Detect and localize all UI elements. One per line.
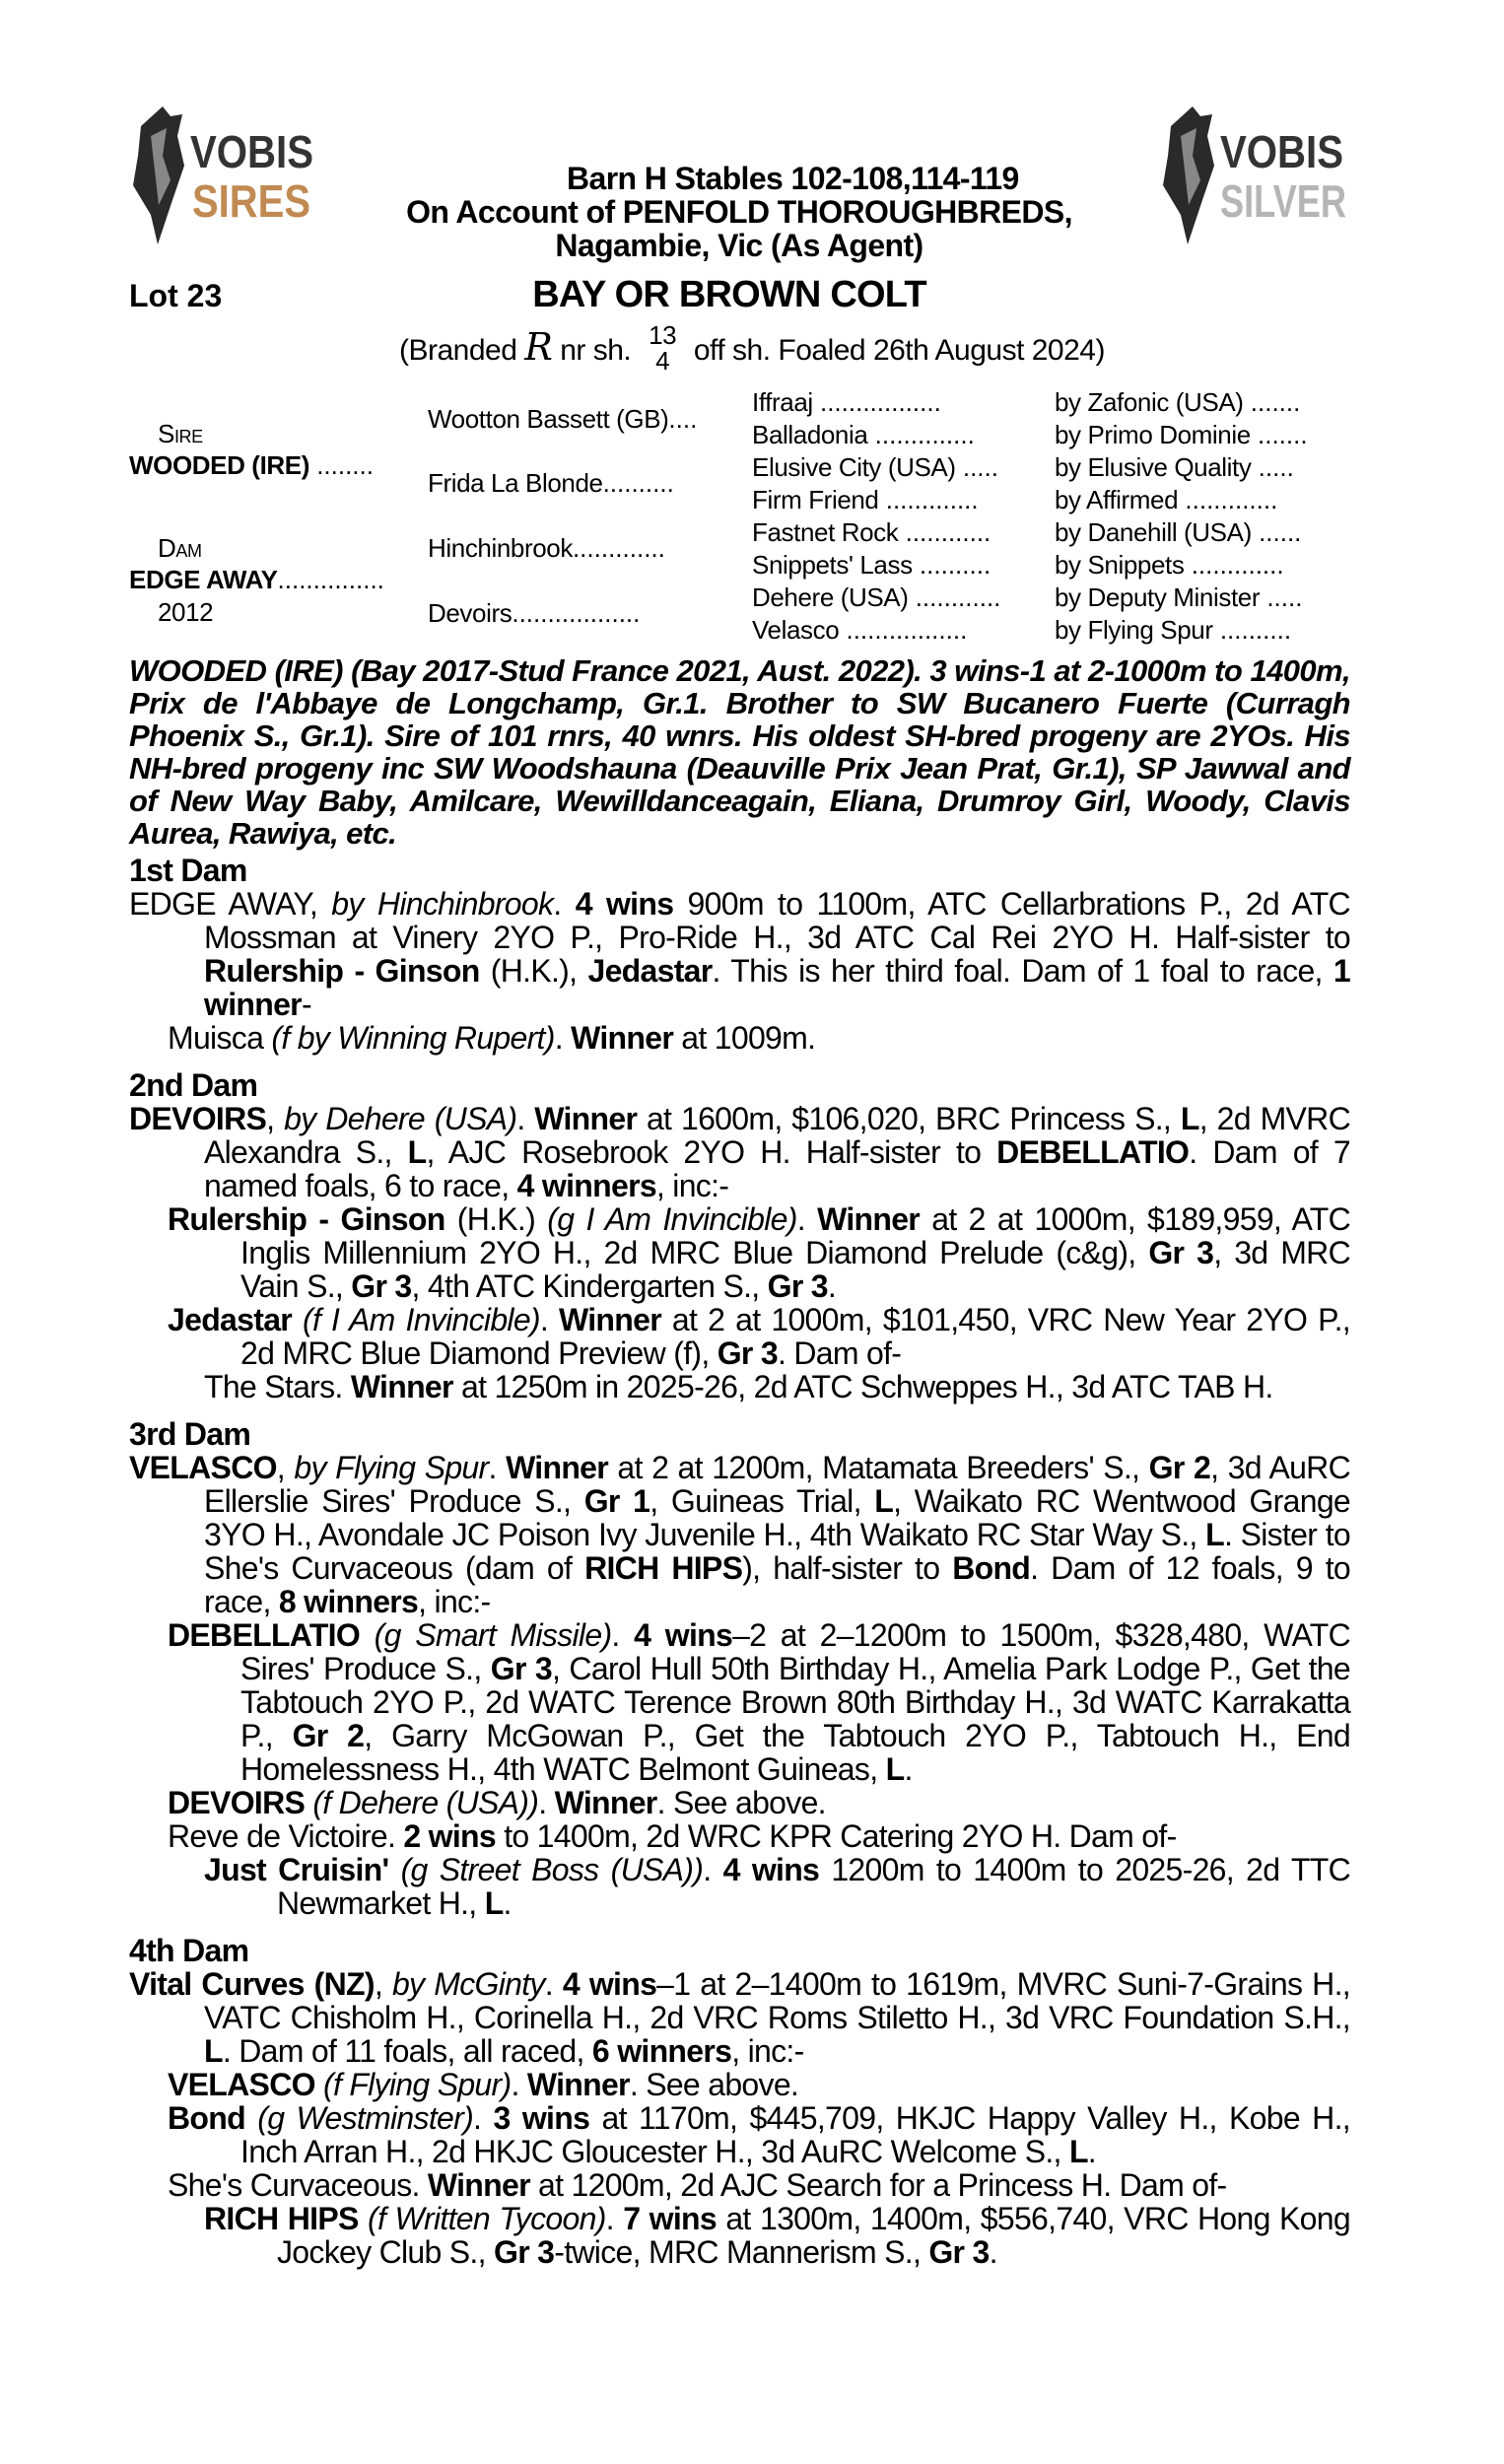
pedigree-gen2: Hinchinbrook............. <box>428 533 665 563</box>
sire-name: WOODED (IRE) ........ <box>129 450 374 480</box>
text-segment: The Stars. <box>204 1369 351 1404</box>
text-segment: . <box>611 1617 635 1653</box>
text-segment: . <box>539 1302 560 1337</box>
text-segment: VELASCO <box>129 1450 277 1485</box>
text-segment: Winner <box>506 1450 609 1485</box>
svg-text:VOBIS: VOBIS <box>190 126 313 177</box>
text-segment: L <box>1180 1101 1199 1136</box>
lot-number: Lot 23 <box>129 278 223 313</box>
pedigree-gen4: by Flying Spur .......... <box>1055 615 1292 645</box>
text-segment: 4 wins <box>575 886 674 922</box>
text-segment: . <box>516 1101 535 1136</box>
text-segment: to 1400m, 2d WRC KPR Catering 2YO H. Dam of- <box>496 1818 1177 1854</box>
pedigree-gen2: Devoirs.................. <box>428 598 641 628</box>
fraction-top: 13 <box>649 320 677 351</box>
text-segment: Gr 3 <box>928 2234 990 2270</box>
text-segment: –2 at 2–1200m to 1500m, $328,480, WATC Sires' Produce S., <box>240 1617 1350 1686</box>
text-segment: . <box>605 2201 624 2236</box>
text-segment: L <box>885 1751 905 1787</box>
brand-line <box>0 320 1504 377</box>
text-segment <box>360 1617 375 1653</box>
svg-text:SILVER: SILVER <box>1220 175 1346 227</box>
family-entry <box>129 1786 1350 1819</box>
text-segment: , 3d AuRC Ellerslie Sires' Produce S., <box>204 1450 1350 1519</box>
text-segment: , inc:- <box>418 1584 491 1619</box>
text-segment: (f Written Tycoon) <box>368 2201 606 2236</box>
text-segment: . <box>544 1966 563 2002</box>
text-segment: . <box>473 2100 494 2136</box>
text-segment: 4 wins <box>722 1852 820 1887</box>
brand-mid: nr sh. <box>560 334 632 367</box>
text-segment: . Dam of 12 foals, 9 to race, <box>204 1550 1350 1619</box>
text-segment: -twice, MRC Mannerism S., <box>554 2234 929 2270</box>
text-segment: at 2 at 1000m, $101,450, VRC New Year 2YO P., 2d MRC Blue Diamond Preview (f), <box>240 1302 1350 1371</box>
text-segment: DEVOIRS <box>168 1785 306 1820</box>
text-segment: (f I Am Invincible) <box>302 1302 540 1337</box>
text-segment: . <box>1087 2134 1096 2169</box>
text-segment: (g Smart Missile) <box>374 1617 612 1653</box>
pedigree-gen4: by Deputy Minister ..... <box>1055 582 1303 612</box>
lot-title: BAY OR BROWN COLT <box>532 274 926 315</box>
text-segment: (f Flying Spur) <box>323 2067 512 2102</box>
text-segment: . See above. <box>656 1785 826 1820</box>
text-segment: . <box>796 1201 818 1237</box>
text-segment: Winner <box>534 1101 638 1136</box>
pedigree-gen4: by Danehill (USA) ...... <box>1055 517 1302 547</box>
text-segment: L <box>1068 2134 1088 2169</box>
text-segment: , Waikato RC Wentwood Grange 3YO H., Avondale JC Poison Ivy Juvenile H., 4th Waikato RC Star Way S., <box>204 1483 1351 1552</box>
text-segment: Gr 3 <box>351 1268 412 1304</box>
text-segment: . <box>503 1885 512 1921</box>
text-segment: at 1600m, $106,020, BRC Princess S., <box>637 1101 1181 1136</box>
dam-label: Dam <box>158 533 202 563</box>
family-entry <box>129 2068 1350 2101</box>
text-segment: L <box>1205 1517 1224 1552</box>
text-segment: . See above. <box>629 2067 799 2102</box>
text-segment: DEBELLATIO <box>168 1617 361 1653</box>
family-entry <box>129 1451 1350 1618</box>
family-entry <box>129 1102 1350 1202</box>
text-segment: Muisca <box>168 1020 272 1056</box>
text-segment: Gr 3 <box>1148 1235 1214 1270</box>
text-segment: , AJC Rosebrook 2YO H. Half-sister to <box>426 1134 997 1170</box>
text-segment: 6 winners <box>591 2033 732 2069</box>
text-segment: Winner <box>350 1369 453 1404</box>
text-segment: . <box>904 1751 913 1787</box>
text-segment: . Sister to She's Curvaceous (dam of <box>204 1517 1350 1586</box>
text-segment: at 1250m in 2025-26, 2d ATC Schweppes H., 3d ATC TAB H. <box>452 1369 1273 1404</box>
pedigree-gen3: Velasco ................. <box>752 615 968 645</box>
family-entry <box>129 887 1350 1021</box>
text-segment: Rulership - Ginson <box>204 953 480 989</box>
pedigree-gen2: Wootton Bassett (GB).... <box>428 404 698 434</box>
family-entry <box>129 2202 1350 2269</box>
text-segment: at 1200m, 2d AJC Search for a Princess H. Dam of- <box>529 2167 1227 2203</box>
section-heading: 3rd Dam <box>129 1416 251 1452</box>
text-segment: Bond <box>168 2100 245 2136</box>
pedigree-gen2: Frida La Blonde.......... <box>428 468 674 498</box>
text-segment: , Garry McGowan P., Get the Tabtouch 2YO P., Tabtouch H., End Homelessness H., 4th WATC Belmont Guineas, <box>240 1718 1350 1787</box>
text-segment: by McGinty <box>391 1966 545 2002</box>
text-segment: 2 wins <box>403 1818 497 1854</box>
text-segment: –1 at 2–1400m to 1619m, MVRC Suni-7-Grains H., VATC Chisholm H., Corinella H., 2d VRC Roms Stiletto H., 3d VRC Foundation S.H., <box>204 1966 1350 2035</box>
vendor-line: On Account of PENFOLD THOROUGHBREDS, <box>406 194 1072 230</box>
text-segment: L <box>407 1134 427 1170</box>
text-segment: Winner <box>526 2067 630 2102</box>
text-segment: EDGE AWAY, <box>129 886 332 922</box>
text-segment: She's Curvaceous. <box>168 2167 428 2203</box>
text-segment: Jedastar <box>168 1302 293 1337</box>
text-segment: , Carol Hull 50th Birthday H., Amelia Park Lodge P., Get the Tabtouch 2YO P., 2d WATC Terence Brown 80th Birthday H., 3d WATC Karrakatta P., <box>240 1651 1350 1753</box>
pedigree-gen3: Balladonia .............. <box>752 420 975 449</box>
text-segment: DEBELLATIO <box>996 1134 1190 1170</box>
family-entry <box>129 1370 1350 1403</box>
pedigree-gen3: Iffraaj ................. <box>752 387 941 417</box>
text-segment: 900m to 1100m, ATC Cellarbrations P., 2d ATC Mossman at Vinery 2YO P., Pro-Ride H., 3d ATC Cal Rei 2YO H. Half-sister to <box>204 886 1350 955</box>
text-segment: , 2d MVRC Alexandra S., <box>204 1101 1350 1170</box>
section-heading: 1st Dam <box>129 853 247 888</box>
family-entry <box>129 1967 1350 2068</box>
text-segment: Winner <box>817 1201 921 1237</box>
text-segment: . <box>511 2067 527 2102</box>
text-segment: Gr 3 <box>490 1651 553 1686</box>
family-entry <box>129 1853 1350 1920</box>
text-segment: at 1009m. <box>673 1020 816 1056</box>
text-segment: L <box>874 1483 894 1519</box>
text-segment: Gr 3 <box>494 2234 555 2270</box>
text-segment: , <box>374 1966 392 2002</box>
text-segment: - <box>301 987 311 1022</box>
pedigree-gen3: Snippets' Lass .......... <box>752 550 991 580</box>
text-segment: Winner <box>554 1785 657 1820</box>
text-segment: (f Dehere (USA)) <box>312 1785 539 1820</box>
fraction-bottom: 4 <box>655 346 670 376</box>
family-entry <box>129 1303 1350 1370</box>
text-segment <box>292 1302 303 1337</box>
text-segment: 7 wins <box>623 2201 717 2236</box>
text-segment: Vital Curves (NZ) <box>129 1966 375 2002</box>
dam-name: EDGE AWAY............... <box>129 565 384 594</box>
pedigree-body <box>129 854 1350 2283</box>
brand-mark: R <box>524 325 553 369</box>
pedigree-gen3: Elusive City (USA) ..... <box>752 452 998 482</box>
dam-section <box>129 1068 1350 1403</box>
text-segment: 3 wins <box>493 2100 590 2136</box>
dam-section <box>129 1934 1350 2269</box>
family-entry <box>129 1618 1350 1786</box>
text-segment: at 1300m, 1400m, $556,740, VRC Hong Kong Jockey Club S., <box>277 2201 1350 2270</box>
text-segment: Winner <box>559 1302 661 1337</box>
dam-section <box>129 1417 1350 1920</box>
family-entry <box>129 2101 1350 2168</box>
brand-prefix: (Branded <box>399 334 517 367</box>
text-segment: ), half-sister to <box>742 1550 953 1586</box>
text-segment: L <box>484 1885 504 1921</box>
family-entry <box>129 2168 1350 2202</box>
text-segment: Jedastar <box>587 953 713 989</box>
text-segment: . <box>553 886 576 922</box>
pedigree-gen3: Firm Friend ............. <box>752 485 979 514</box>
text-segment: (H.K.), <box>479 953 588 989</box>
text-segment: , Guineas Trial, <box>649 1483 875 1519</box>
text-segment: DEVOIRS <box>129 1101 267 1136</box>
text-segment: (g I Am Invincible) <box>547 1201 797 1237</box>
text-segment: Just Cruisin' <box>204 1852 389 1887</box>
text-segment: . Dam of 7 named foals, 6 to race, <box>204 1134 1350 1203</box>
pedigree-gen3: Fastnet Rock ............ <box>752 517 991 547</box>
text-segment: . <box>554 1020 572 1056</box>
text-segment: Gr 3 <box>717 1335 778 1371</box>
text-segment: , <box>266 1101 285 1136</box>
text-segment: by Flying Spur <box>294 1450 489 1485</box>
text-segment: , inc:- <box>655 1168 729 1203</box>
pedigree-gen4: by Affirmed ............. <box>1055 485 1278 514</box>
text-segment: Winner <box>427 2167 530 2203</box>
text-segment: 4 winners <box>516 1168 656 1203</box>
family-entry <box>129 1021 1350 1055</box>
svg-text:VOBIS: VOBIS <box>1220 126 1343 177</box>
brand-fraction <box>649 322 676 374</box>
text-segment: , 3d MRC Vain S., <box>240 1235 1350 1304</box>
text-segment: Gr 2 <box>1148 1450 1211 1485</box>
pedigree-gen4: by Zafonic (USA) ....... <box>1055 387 1301 417</box>
text-segment: 4 wins <box>634 1617 733 1653</box>
pedigree-gen4: by Snippets ............. <box>1055 550 1284 580</box>
text-segment: (g Westminster) <box>257 2100 474 2136</box>
brand-suffix: off sh. Foaled 26th August 2024) <box>693 334 1105 367</box>
sire-label: Sire <box>158 419 203 448</box>
pedigree-gen3: Dehere (USA) ............ <box>752 582 1001 612</box>
text-segment: L <box>204 2033 223 2069</box>
text-segment: at 2 at 1200m, Matamata Breeders' S., <box>608 1450 1149 1485</box>
dam-section <box>129 854 1350 1055</box>
text-segment: , <box>276 1450 295 1485</box>
text-segment: . <box>703 1852 723 1887</box>
text-segment: Winner <box>571 1020 674 1056</box>
text-segment <box>388 1852 400 1887</box>
text-segment <box>245 2100 257 2136</box>
family-entry <box>129 1202 1350 1303</box>
text-segment: , 4th ATC Kindergarten S., <box>411 1268 768 1304</box>
text-segment: Gr 1 <box>583 1483 650 1519</box>
text-segment: Bond <box>952 1550 1031 1586</box>
text-segment: Gr 2 <box>292 1718 365 1753</box>
section-heading: 4th Dam <box>129 1933 249 1968</box>
text-segment <box>315 2067 323 2102</box>
sire-comment: WOODED (IRE) (Bay 2017-Stud France 2021, Aust. 2022). 3 wins-1 at 2-1000m to 1400m, Prix de l'Abbaye de Longchamp, Gr.1. Brother to SW Bucanero Fuerte (Curragh Phoenix S., Gr.1). Sire of 101 rnrs, 40 wnrs. His oldest SH-bred progeny are 2YOs. His NH-bred progeny inc SW Woodshauna (Deauville Prix Jean Prat, Gr.1), SP Jawwal and of New Way Baby, Amilcare, Wewilldanceagain, Eliana, Drumroy Girl, Woody, Clavis Aurea, Rawiya, etc. <box>129 653 1350 851</box>
text-segment <box>359 2201 368 2236</box>
text-segment: . <box>827 1268 837 1304</box>
text-segment: (g Street Boss (USA)) <box>400 1852 704 1887</box>
text-segment: at 1170m, $445,709, HKJC Happy Valley H., Kobe H., Inch Arran H., 2d HKJC Gloucester H., 3d AuRC Welcome S., <box>240 2100 1350 2169</box>
text-segment: 1200m to 1400m to 2025-26, 2d TTC Newmarket H., <box>277 1852 1350 1921</box>
text-segment: RICH HIPS <box>204 2201 359 2236</box>
text-segment: . Dam of- <box>777 1335 902 1371</box>
text-segment: Gr 3 <box>767 1268 828 1304</box>
text-segment: (H.K.) <box>444 1201 548 1237</box>
dam-year: 2012 <box>158 597 214 627</box>
vendor-location: Nagambie, Vic (As Agent) <box>555 228 923 263</box>
text-segment: , inc:- <box>731 2033 804 2069</box>
text-segment: 1 winner <box>204 953 1351 1022</box>
text-segment: . <box>989 2234 997 2270</box>
text-segment: . <box>538 1785 555 1820</box>
barn-stables: Barn H Stables 102-108,114-119 <box>567 161 1019 196</box>
pedigree-gen4: by Elusive Quality ..... <box>1055 452 1294 482</box>
text-segment: . This is her third foal. Dam of 1 foal to race, <box>712 953 1333 989</box>
text-segment: by Hinchinbrook <box>331 886 554 922</box>
text-segment: Rulership - Ginson <box>168 1201 445 1237</box>
text-segment: 4 wins <box>562 1966 657 2002</box>
text-segment: (f by Winning Rupert) <box>271 1020 555 1056</box>
section-heading: 2nd Dam <box>129 1067 258 1103</box>
text-segment: . Dam of 11 foals, all raced, <box>222 2033 592 2069</box>
text-segment: VELASCO <box>168 2067 315 2102</box>
family-entry <box>129 1819 1350 1853</box>
text-segment: 8 winners <box>278 1584 419 1619</box>
text-segment: . <box>488 1450 507 1485</box>
text-segment: RICH HIPS <box>584 1550 743 1586</box>
text-segment: Reve de Victoire. <box>168 1818 404 1854</box>
svg-text:SIRES: SIRES <box>192 175 310 227</box>
pedigree-gen4: by Primo Dominie ....... <box>1055 420 1308 449</box>
text-segment: at 2 at 1000m, $189,959, ATC Inglis Millennium 2YO H., 2d MRC Blue Diamond Prelude (c&g), <box>240 1201 1351 1270</box>
text-segment: by Dehere (USA) <box>284 1101 517 1136</box>
